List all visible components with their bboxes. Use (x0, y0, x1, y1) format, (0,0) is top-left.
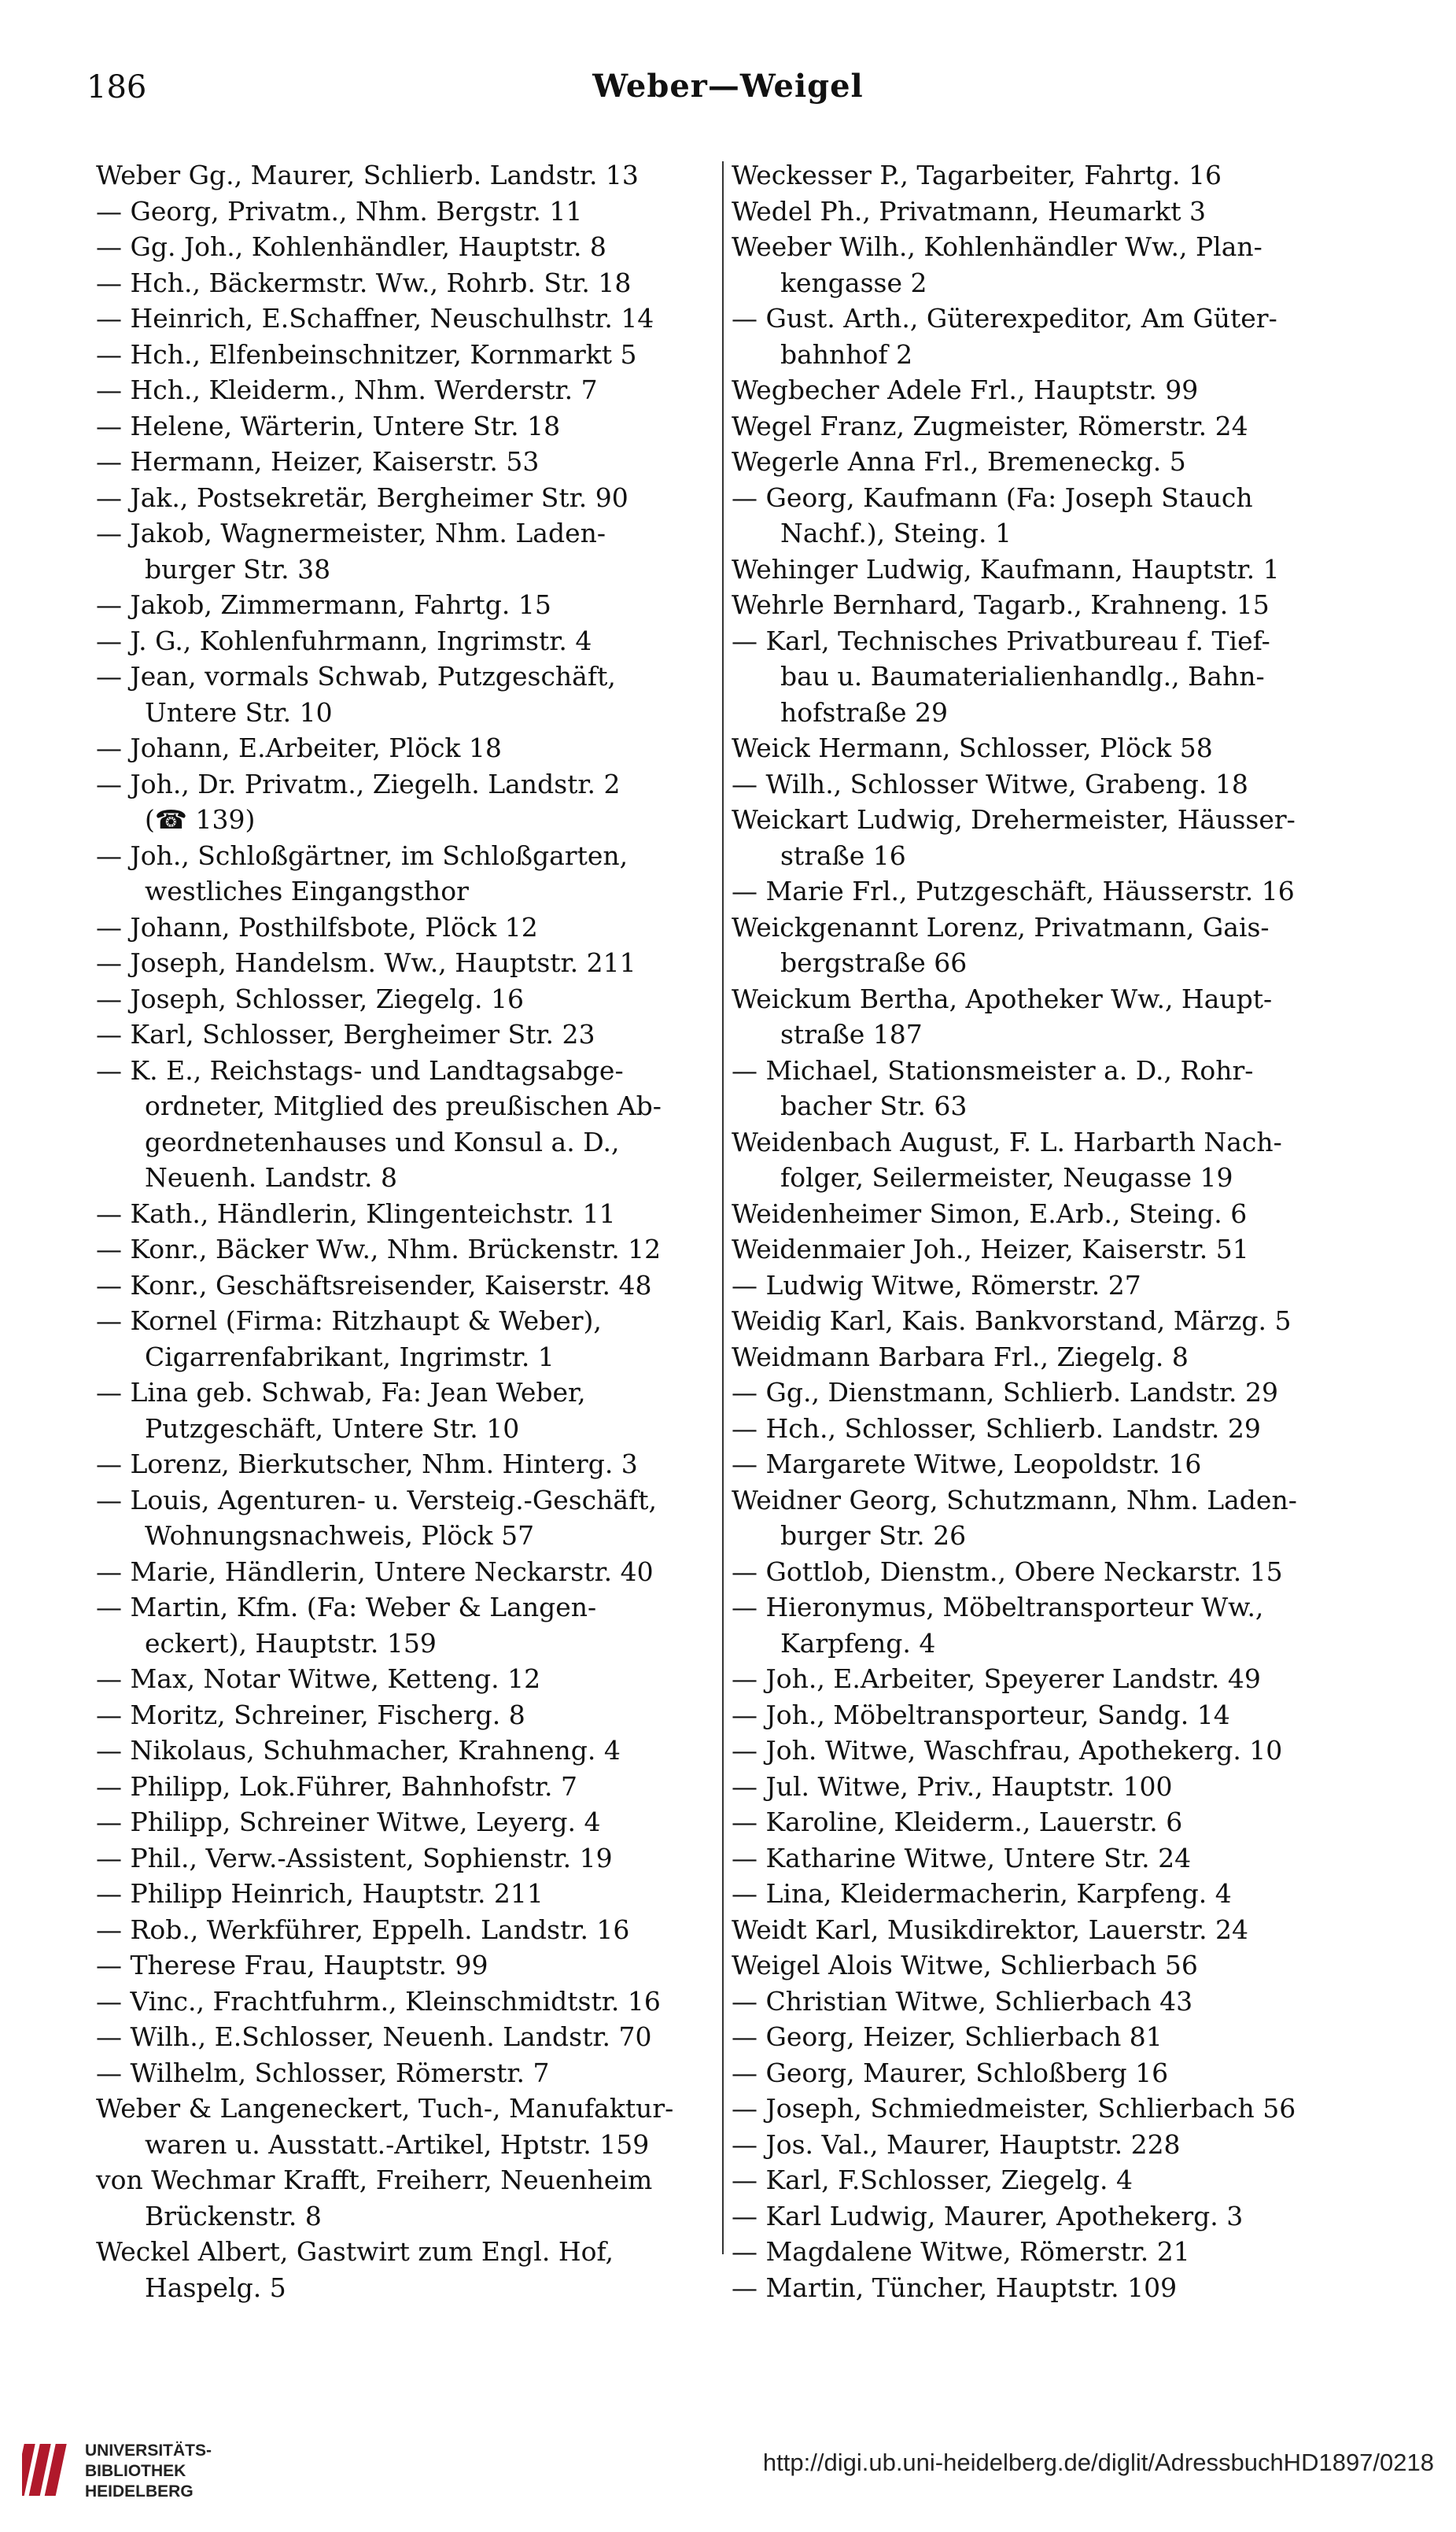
entry-line: — J. G., Kohlenfuhrmann, Ingrimstr. 4 (96, 625, 592, 656)
entry-line: — Michael, Stationsmeister a. D., Rohr- (732, 1054, 1254, 1086)
directory-entry (96, 408, 717, 445)
directory-entry (96, 623, 717, 659)
directory-entry (732, 2019, 1377, 2055)
entry-line: — Konr., Geschäftsreisender, Kaiserstr. 48 (96, 1269, 652, 1301)
entry-line: — Marie, Händlerin, Untere Neckarstr. 40 (96, 1556, 654, 1587)
entry-line: — Hch., Bäckermstr. Ww., Rohrb. Str. 18 (96, 267, 632, 298)
entry-line: Wegel Franz, Zugmeister, Römerstr. 24 (732, 410, 1248, 441)
entry-line: Weckesser P., Tagarbeiter, Fahrtg. 16 (732, 160, 1222, 190)
directory-entry (732, 229, 1377, 301)
directory-entry (732, 802, 1377, 873)
entry-line: — Max, Notar Witwe, Ketteng. 12 (96, 1663, 541, 1694)
entry-continuation-line: Untere Str. 10 (145, 696, 333, 728)
entry-continuation-line: Karpfeng. 4 (780, 1627, 936, 1659)
entry-continuation-line: bacher Str. 63 (780, 1091, 968, 1121)
entry-continuation-line: hofstraße 29 (780, 696, 949, 728)
directory-entry (96, 1876, 717, 1912)
directory-entry (96, 1984, 717, 2020)
library-name-line: UNIVERSITÄTS- (85, 2442, 212, 2460)
entry-line: — Johann, E.Arbeiter, Plöck 18 (96, 733, 502, 763)
entry-line: — Kornel (Firma: Ritzhaupt & Weber), (96, 1305, 602, 1336)
directory-entry (96, 910, 717, 946)
directory-entry (96, 766, 717, 838)
entry-continuation-line: Cigarrenfabrikant, Ingrimstr. 1 (145, 1341, 555, 1372)
directory-entry (732, 372, 1377, 408)
entry-line: — Lina geb. Schwab, Fa: Jean Weber, (96, 1377, 586, 1408)
entry-line: von Wechmar Krafft, Freiherr, Neuenheim (96, 2165, 653, 2195)
entry-line: — Wilh., E.Schlosser, Neuenh. Landstr. 70 (96, 2021, 652, 2052)
directory-entry (96, 1554, 717, 1590)
entry-continuation-line: straße 16 (780, 840, 906, 871)
entry-line: — Wilh., Schlosser Witwe, Grabeng. 18 (732, 768, 1248, 799)
entry-line: Weckel Albert, Gastwirt zum Engl. Hof, (96, 2236, 614, 2267)
entry-line: Wehrle Bernhard, Tagarb., Krahneng. 15 (732, 589, 1270, 620)
directory-entry (732, 1268, 1377, 1304)
directory-entry (96, 1589, 717, 1661)
directory-entry (732, 766, 1377, 803)
directory-entry (732, 1804, 1377, 1840)
directory-entry (96, 2055, 717, 2091)
directory-entry (96, 2234, 717, 2305)
directory-entry (96, 1912, 717, 1948)
directory-entry (96, 229, 717, 265)
entry-line: — Hch., Schlosser, Schlierb. Landstr. 29 (732, 1412, 1261, 1444)
entry-line: — Georg, Privatm., Nhm. Bergstr. 11 (96, 195, 583, 227)
column-divider (722, 161, 724, 2254)
entry-line: Weidenbach August, F. L. Harbarth Nach- (732, 1126, 1282, 1157)
entry-continuation-line: waren u. Ausstatt.-Artikel, Hptstr. 159 (145, 2128, 650, 2160)
entry-continuation-line: Wohnungsnachweis, Plöck 57 (145, 1520, 535, 1551)
directory-entry (732, 1053, 1377, 1124)
entry-line: Weidmann Barbara Frl., Ziegelg. 8 (732, 1341, 1189, 1372)
right-column (732, 157, 1377, 2305)
entry-continuation-line: Haspelg. 5 (145, 2272, 286, 2303)
entry-line: Wegerle Anna Frl., Bremeneckg. 5 (732, 446, 1186, 477)
directory-entry (732, 1303, 1377, 1339)
entry-line: — Lorenz, Bierkutscher, Nhm. Hinterg. 3 (96, 1449, 638, 1479)
entry-line: — Magdalene Witwe, Römerstr. 21 (732, 2236, 1190, 2267)
entry-line: — Margarete Witwe, Leopoldstr. 16 (732, 1449, 1202, 1479)
directory-entry (96, 1268, 717, 1304)
directory-entry (732, 480, 1377, 552)
directory-entry (96, 1231, 717, 1268)
entry-line: — Joh., Möbeltransporteur, Sandg. 14 (732, 1699, 1230, 1730)
directory-entry (732, 408, 1377, 445)
directory-entry (732, 1124, 1377, 1196)
entry-line: — Georg, Heizer, Schlierbach 81 (732, 2021, 1163, 2052)
entry-line: — Hch., Elfenbeinschnitzer, Kornmarkt 5 (96, 338, 637, 370)
directory-entry (96, 301, 717, 337)
entry-line: — Jul. Witwe, Priv., Hauptstr. 100 (732, 1770, 1173, 1802)
directory-entry (732, 1411, 1377, 1447)
entry-line: — Karl, Schlosser, Bergheimer Str. 23 (96, 1019, 595, 1050)
directory-entry (732, 1876, 1377, 1912)
directory-entry (732, 1840, 1377, 1877)
directory-entry (732, 2234, 1377, 2270)
entry-line: — Philipp, Lok.Führer, Bahnhofstr. 7 (96, 1770, 578, 1802)
entry-line: Weickgenannt Lorenz, Privatmann, Gais- (732, 911, 1270, 943)
entry-line: — Gust. Arth., Güterexpeditor, Am Güter- (732, 303, 1277, 334)
entry-continuation-line: burger Str. 26 (780, 1520, 967, 1551)
entry-line: Weickart Ludwig, Drehermeister, Häusser- (732, 804, 1296, 835)
directory-entry (732, 623, 1377, 731)
entry-line: — Philipp Heinrich, Hauptstr. 211 (96, 1878, 544, 1909)
entry-line: — Karoline, Kleiderm., Lauerstr. 6 (732, 1807, 1183, 1837)
library-name-line: HEIDELBERG (85, 2482, 194, 2501)
entry-line: — Kath., Händlerin, Klingenteichstr. 11 (96, 1198, 616, 1229)
entry-line: — Marie Frl., Putzgeschäft, Häusserstr. 16 (732, 876, 1295, 906)
entry-line: — Jos. Val., Maurer, Hauptstr. 228 (732, 2128, 1181, 2160)
entry-line: Weber Gg., Maurer, Schlierb. Landstr. 13 (96, 160, 639, 190)
source-url-link[interactable]: http://digi.ub.uni-heidelberg.de/diglit/AdressbuchHD1897/0218 (762, 2449, 1434, 2476)
directory-entry (732, 157, 1377, 194)
directory-entry (732, 1375, 1377, 1411)
page-title: Weber—Weigel (592, 68, 864, 105)
directory-entry (96, 730, 717, 766)
directory-entry (96, 1947, 717, 1984)
entry-line: — Georg, Kaufmann (Fa: Joseph Stauch (732, 482, 1253, 513)
directory-entry (96, 1375, 717, 1446)
entry-continuation-line: westliches Eingangsthor (145, 876, 469, 906)
directory-entry (732, 1589, 1377, 1661)
directory-entry (732, 730, 1377, 766)
directory-entry (732, 1912, 1377, 1948)
entry-continuation-line: folger, Seilermeister, Neugasse 19 (780, 1162, 1233, 1193)
directory-entry (96, 1733, 717, 1769)
entry-line: — Joh. Witwe, Waschfrau, Apothekerg. 10 (732, 1735, 1283, 1766)
entry-line: Weidt Karl, Musikdirektor, Lauerstr. 24 (732, 1914, 1249, 1945)
entry-line: — Martin, Tüncher, Hauptstr. 109 (732, 2272, 1178, 2303)
directory-entry (96, 1697, 717, 1733)
entry-line: Weidig Karl, Kais. Bankvorstand, Märzg. 5 (732, 1305, 1292, 1336)
entry-line: — Karl Ludwig, Maurer, Apothekerg. 3 (732, 2200, 1244, 2231)
directory-entry (732, 587, 1377, 623)
entry-line: — Philipp, Schreiner Witwe, Leyerg. 4 (96, 1807, 601, 1837)
entry-continuation-line: eckert), Hauptstr. 159 (145, 1627, 437, 1659)
directory-entry (732, 1482, 1377, 1554)
directory-entry (96, 1804, 717, 1840)
directory-entry (732, 2198, 1377, 2235)
directory-entry (96, 480, 717, 516)
directory-entry (96, 1303, 717, 1375)
entry-line: — Louis, Agenturen- u. Versteig.-Geschäft, (96, 1484, 658, 1515)
entry-line: — Helene, Wärterin, Untere Str. 18 (96, 410, 561, 441)
entry-line: — Gg. Joh., Kohlenhändler, Hauptstr. 8 (96, 231, 606, 262)
directory-entry (732, 1769, 1377, 1805)
entry-line: — Karl, F.Schlosser, Ziegelg. 4 (732, 2165, 1133, 2195)
entry-line: — Jakob, Wagnermeister, Nhm. Laden- (96, 518, 606, 548)
directory-entry (732, 444, 1377, 480)
directory-entry (732, 1196, 1377, 1232)
entry-line: — Phil., Verw.-Assistent, Sophienstr. 19 (96, 1842, 613, 1873)
entry-line: — Konr., Bäcker Ww., Nhm. Brückenstr. 12 (96, 1234, 662, 1264)
entry-line: — Therese Frau, Hauptstr. 99 (96, 1950, 488, 1980)
footer (0, 2392, 1456, 2532)
directory-entry (96, 981, 717, 1017)
entry-line: — Hieronymus, Möbeltransporteur Ww., (732, 1592, 1264, 1622)
directory-entry (732, 194, 1377, 230)
entry-line: — Rob., Werkführer, Eppelh. Landstr. 16 (96, 1914, 630, 1945)
directory-entry (732, 1446, 1377, 1482)
directory-entry (96, 587, 717, 623)
entry-line: — Joh., E.Arbeiter, Speyerer Landstr. 49 (732, 1663, 1261, 1694)
directory-entry (96, 2019, 717, 2055)
directory-entry (732, 552, 1377, 588)
entry-line: — Ludwig Witwe, Römerstr. 27 (732, 1269, 1141, 1301)
directory-entry (96, 1769, 717, 1805)
entry-line: Weidenmaier Joh., Heizer, Kaiserstr. 51 (732, 1234, 1249, 1264)
entry-line: Wehinger Ludwig, Kaufmann, Hauptstr. 1 (732, 553, 1280, 585)
directory-entry (96, 1661, 717, 1697)
directory-entry (96, 2162, 717, 2234)
left-column (96, 157, 717, 2305)
entry-line: — Joh., Dr. Privatm., Ziegelh. Landstr. 2 (96, 768, 621, 799)
directory-entry (96, 1196, 717, 1232)
directory-entry (732, 1661, 1377, 1697)
entry-line: Wegbecher Adele Frl., Hauptstr. 99 (732, 375, 1199, 405)
directory-entry (96, 444, 717, 480)
entry-line: — Georg, Maurer, Schloßberg 16 (732, 2057, 1169, 2088)
entry-line: — K. E., Reichstags- und Landtagsabge- (96, 1054, 624, 1086)
directory-entry (96, 372, 717, 408)
entry-line: Weidner Georg, Schutzmann, Nhm. Laden- (732, 1484, 1297, 1515)
directory-entry (732, 873, 1377, 910)
directory-entry (96, 1017, 717, 1053)
directory-entry (96, 838, 717, 910)
entry-line: Weber & Langeneckert, Tuch-, Manufaktur- (96, 2093, 674, 2124)
directory-entry (732, 1984, 1377, 2020)
entry-line: — Wilhelm, Schlosser, Römerstr. 7 (96, 2057, 550, 2088)
entry-line: Wedel Ph., Privatmann, Heumarkt 3 (732, 195, 1206, 227)
directory-entry (96, 157, 717, 194)
entry-line: — Hermann, Heizer, Kaiserstr. 53 (96, 446, 540, 477)
entry-line: — Vinc., Frachtfuhrm., Kleinschmidtstr. 16 (96, 1985, 661, 2017)
entry-continuation-line: kengasse 2 (780, 267, 927, 298)
entry-line: Weigel Alois Witwe, Schlierbach 56 (732, 1950, 1198, 1980)
entry-continuation-line: bergstraße 66 (780, 947, 968, 978)
entry-line: — Jak., Postsekretär, Bergheimer Str. 90 (96, 482, 628, 513)
entry-line: — Katharine Witwe, Untere Str. 24 (732, 1842, 1192, 1873)
entry-line: — Hch., Kleiderm., Nhm. Werderstr. 7 (96, 375, 598, 405)
entry-line: — Lina, Kleidermacherin, Karpfeng. 4 (732, 1878, 1232, 1909)
directory-entry (96, 1053, 717, 1196)
directory-entry (96, 659, 717, 730)
entry-continuation-line: bau u. Baumaterialienhandlg., Bahn- (780, 661, 1265, 692)
directory-entry (732, 2091, 1377, 2127)
entry-line: — Joseph, Schlosser, Ziegelg. 16 (96, 983, 525, 1014)
entry-line: — Moritz, Schreiner, Fischerg. 8 (96, 1699, 525, 1730)
entry-line: Weidenheimer Simon, E.Arb., Steing. 6 (732, 1198, 1248, 1229)
directory-entry (96, 337, 717, 373)
directory-entry (96, 2091, 717, 2162)
entry-line: — Joh., Schloßgärtner, im Schloßgarten, (96, 840, 628, 871)
directory-entry (732, 2162, 1377, 2198)
directory-entry (732, 981, 1377, 1053)
directory-entry (732, 1231, 1377, 1268)
entry-line: Weeber Wilh., Kohlenhändler Ww., Plan- (732, 231, 1262, 262)
entry-line: — Joseph, Schmiedmeister, Schlierbach 56 (732, 2093, 1296, 2124)
entry-line: — Martin, Kfm. (Fa: Weber & Langen- (96, 1592, 597, 1622)
entry-line: — Nikolaus, Schuhmacher, Krahneng. 4 (96, 1735, 621, 1766)
entry-line: — Joseph, Handelsm. Ww., Hauptstr. 211 (96, 947, 636, 978)
entry-continuation-line: Nachf.), Steing. 1 (780, 518, 1012, 548)
directory-entry (732, 2270, 1377, 2306)
entry-line: — Heinrich, E.Schaffner, Neuschulhstr. 14 (96, 303, 654, 334)
directory-entry (732, 1947, 1377, 1984)
entry-continuation-line: Neuenh. Landstr. 8 (145, 1162, 397, 1193)
directory-entry (96, 1840, 717, 1877)
page-number: 186 (87, 69, 147, 105)
entry-continuation-line: geordnetenhauses und Konsul a. D., (145, 1126, 620, 1157)
directory-entry (732, 910, 1377, 981)
directory-entry (732, 1697, 1377, 1733)
entry-line: Weick Hermann, Schlosser, Plöck 58 (732, 733, 1213, 763)
entry-line: — Johann, Posthilfsbote, Plöck 12 (96, 911, 538, 943)
directory-entry (732, 1339, 1377, 1375)
directory-entry (732, 2055, 1377, 2091)
entry-line: — Jakob, Zimmermann, Fahrtg. 15 (96, 589, 551, 620)
directory-entry (732, 2127, 1377, 2163)
entry-line: — Christian Witwe, Schlierbach 43 (732, 1985, 1193, 2017)
entry-continuation-line: Brückenstr. 8 (145, 2200, 322, 2231)
entry-line: Weickum Bertha, Apotheker Ww., Haupt- (732, 983, 1273, 1014)
directory-entry (732, 1733, 1377, 1769)
directory-entry (96, 1446, 717, 1482)
entry-continuation-line: ordneter, Mitglied des preußischen Ab- (145, 1091, 662, 1121)
library-logo-icon (22, 2439, 77, 2501)
entry-continuation-line: (☎ 139) (145, 804, 256, 835)
entry-continuation-line: bahnhof 2 (780, 338, 913, 370)
directory-entry (96, 515, 717, 587)
entry-continuation-line: straße 187 (780, 1019, 923, 1050)
directory-entry (96, 945, 717, 981)
entry-line: — Gg., Dienstmann, Schlierb. Landstr. 29 (732, 1377, 1279, 1408)
entry-continuation-line: burger Str. 38 (145, 553, 331, 585)
library-name (85, 2441, 212, 2502)
directory-entry (732, 1554, 1377, 1590)
directory-entry (732, 301, 1377, 372)
directory-entry (96, 194, 717, 230)
directory-entry (96, 1482, 717, 1554)
directory-entry (96, 265, 717, 301)
library-name-line: BIBLIOTHEK (85, 2462, 186, 2480)
entry-line: — Gottlob, Dienstm., Obere Neckarstr. 15 (732, 1556, 1283, 1587)
entry-line: — Karl, Technisches Privatbureau f. Tief- (732, 625, 1270, 656)
entry-line: — Jean, vormals Schwab, Putzgeschäft, (96, 661, 616, 692)
entry-continuation-line: Putzgeschäft, Untere Str. 10 (145, 1412, 520, 1444)
